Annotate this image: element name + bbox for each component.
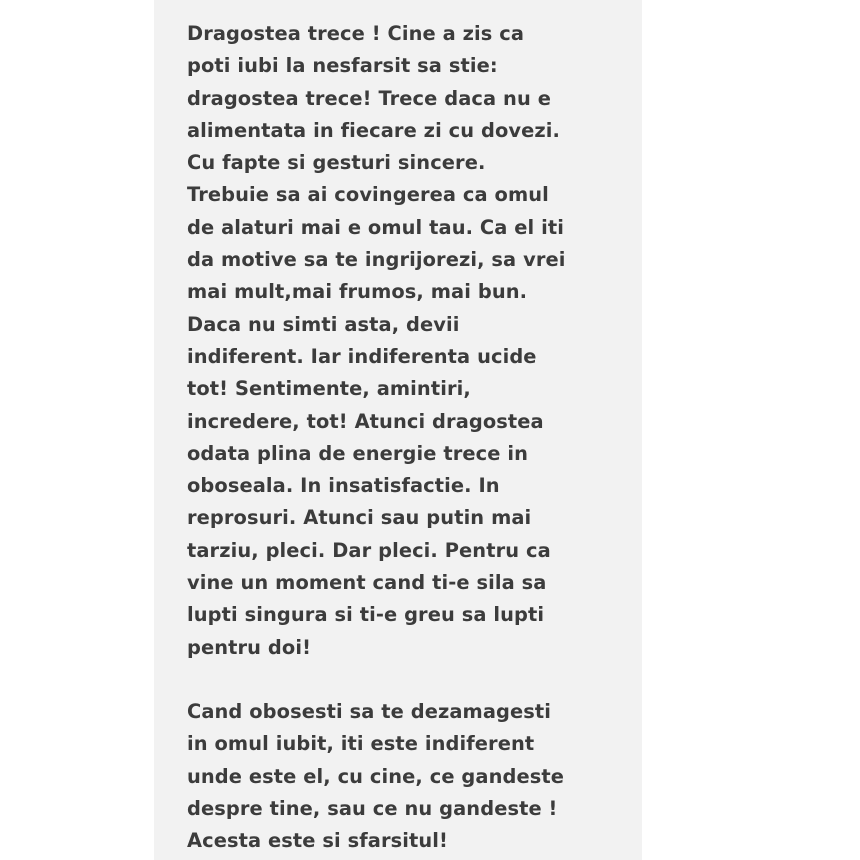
text-line: mai mult,mai frumos, mai bun. <box>187 280 528 304</box>
text-line: tarziu, pleci. Dar pleci. Pentru ca <box>187 538 551 562</box>
text-line: pentru doi! <box>187 635 312 659</box>
text-line: in omul iubit, iti este indiferent <box>187 732 535 756</box>
text-line: reprosuri. Atunci sau putin mai <box>187 506 532 530</box>
text-line: Cand obosesti sa te dezamagesti <box>187 699 552 723</box>
text-line: indiferent. Iar indiferenta ucide <box>187 344 537 368</box>
text-line: de alaturi mai e omul tau. Ca el iti <box>187 215 565 239</box>
text-line: odata plina de energie trece in <box>187 441 529 465</box>
text-line: oboseala. In insatisfactie. In <box>187 474 500 498</box>
text-line: despre tine, sau ce nu gandeste ! <box>187 796 558 820</box>
note-card <box>154 0 642 860</box>
text-line: alimentata in fiecare zi cu dovezi. <box>187 118 561 142</box>
text-line: lupti singura si ti-e greu sa lupti <box>187 603 545 627</box>
text-line: Dragostea trece ! Cine a zis ca <box>187 22 525 45</box>
text-line: incredere, tot! Atunci dragostea <box>187 409 544 433</box>
paragraph-spacer <box>187 664 642 696</box>
text-line: poti iubi la nesfarsit sa stie: <box>187 54 498 78</box>
text-line: dragostea trece! Trece daca nu e <box>187 86 551 110</box>
text-line: Daca nu simti asta, devii <box>187 312 460 336</box>
note-paragraph-1 <box>187 18 642 664</box>
text-line: unde este el, cu cine, ce gandeste <box>187 764 564 788</box>
text-line: tot! Sentimente, amintiri, <box>187 377 471 401</box>
note-paragraph-2 <box>187 696 642 857</box>
text-line: Trebuie sa ai covingerea ca omul <box>187 183 549 207</box>
text-line: vine un moment cand ti-e sila sa <box>187 571 547 595</box>
text-line: da motive sa te ingrijorezi, sa vrei <box>187 248 566 272</box>
text-line: Acesta este si sfarsitul! <box>187 829 448 853</box>
text-line: Cu fapte si gesturi sincere. <box>187 151 486 175</box>
